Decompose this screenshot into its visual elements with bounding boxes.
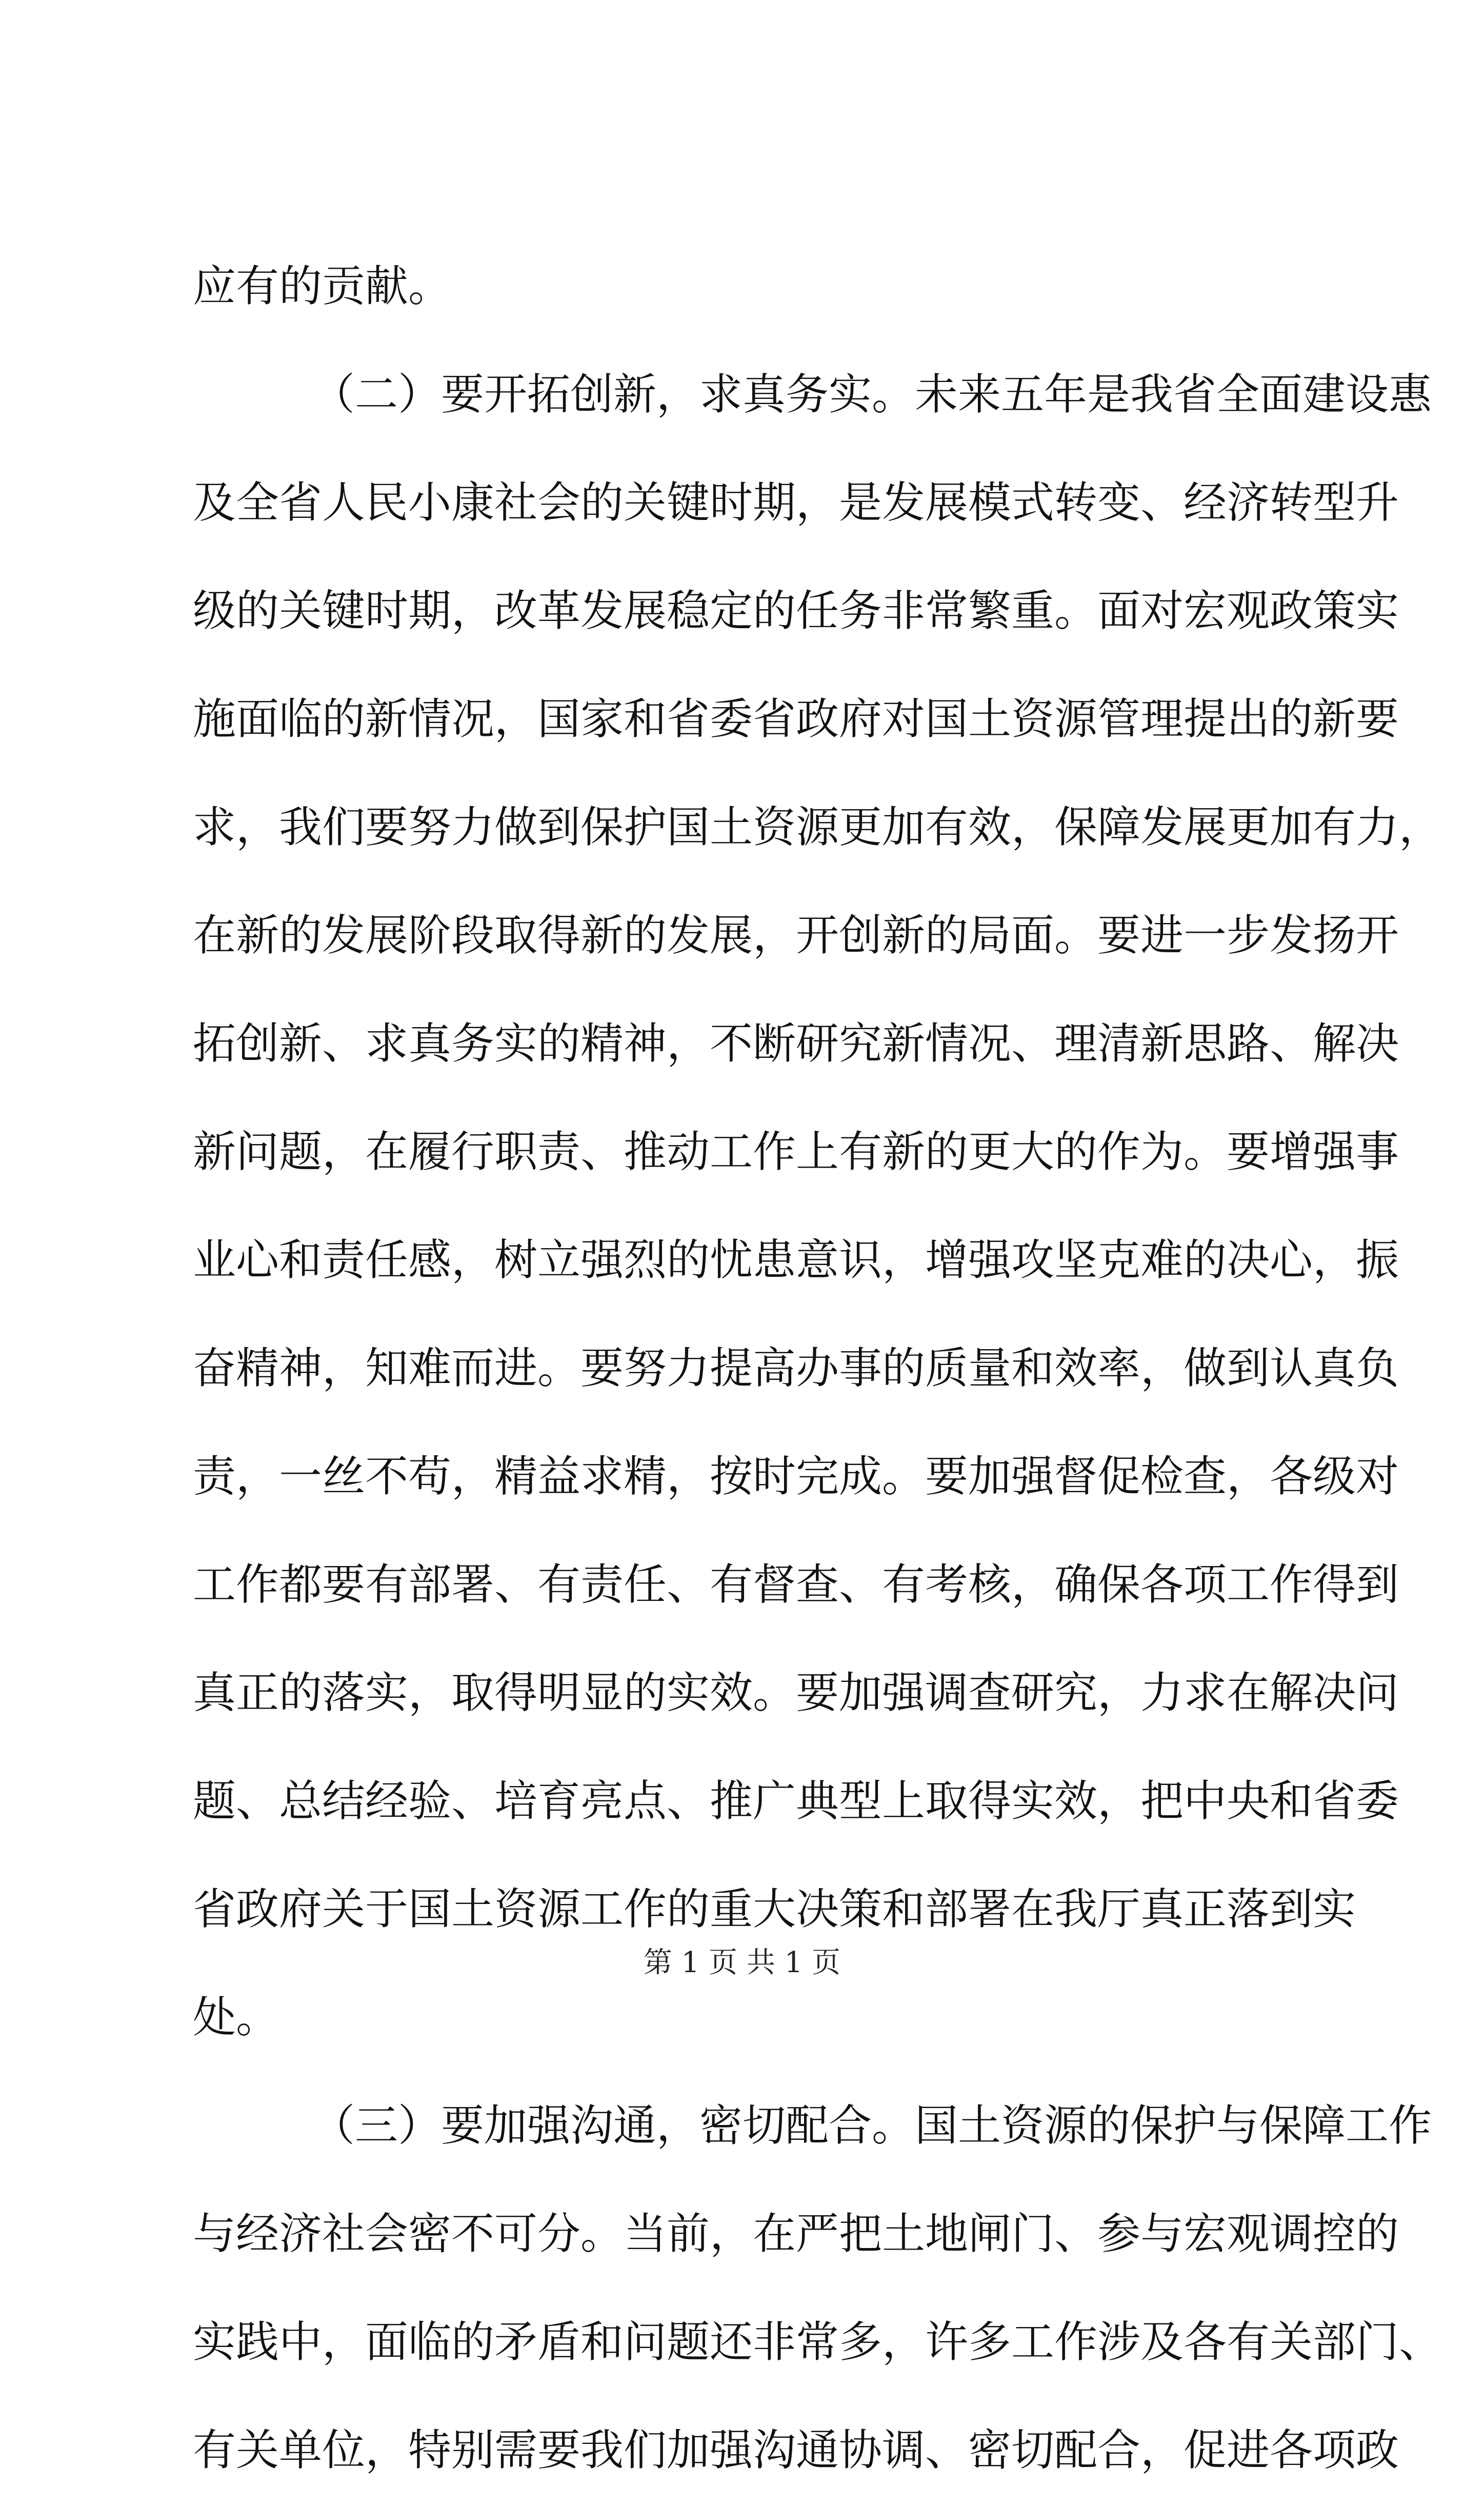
text-line: 实践中，面临的矛盾和问题还非常多，许多工作涉及各有关部门、 — [193, 2317, 1442, 2367]
text-line: 新问题，在履行职责、推动工作上有新的更大的作为。要增强事 — [193, 1127, 1399, 1177]
page-footer: 第 1 页 共 1 页 — [643, 1946, 841, 1979]
text-line: 在新的发展阶段取得新的发展，开创新的局面。要进一步发扬开 — [193, 910, 1399, 960]
text-line: 施面临的新情况，国家和省委省政府对国土资源管理提出的新要 — [193, 694, 1399, 744]
text-line: （二）要开拓创新，求真务实。未来五年是我省全面建设惠 — [312, 369, 1432, 419]
text-line: 真正的落实，取得明显的实效。要加强调查研究，力求在解决问 — [193, 1668, 1399, 1718]
text-line: 省政府关于国土资源工作的重大决策和部署在我厅真正落到实 — [193, 1884, 1356, 1934]
text-line: 应有的贡献。 — [193, 261, 452, 311]
text-line: 责，一丝不苟，精益求精，按时完成。要加强督促检查，各级对 — [193, 1451, 1399, 1501]
text-line: 有关单位，特别需要我们加强沟通协调、密切配合，促进各项政 — [193, 2425, 1399, 2475]
text-line: 题、总结经验、培育亮点、推广典型上取得实效，把中央和省委 — [193, 1776, 1399, 1826]
text-line: 级的关键时期，改革发展稳定的任务非常繁重。面对宏观政策实 — [193, 586, 1399, 636]
text-line: 及全省人民小康社会的关键时期，是发展模式转变、经济转型升 — [193, 477, 1399, 528]
text-line: 奋精神，知难而进。要努力提高办事的质量和效率，做到认真负 — [193, 1343, 1399, 1393]
document-body — [193, 235, 1442, 2507]
text-line: 与经济社会密不可分。当前，在严把土地闸门、参与宏观调控的 — [193, 2209, 1399, 2259]
text-line: 工作都要有部署、有责任、有督查、有考核，确保各项工作得到 — [193, 1559, 1399, 1610]
text-line: 业心和责任感，树立强烈的忧患意识，增强攻坚克难的决心，振 — [193, 1235, 1399, 1285]
text-line: 拓创新、求真务实的精神，不断研究新情况、理清新思路、解决 — [193, 1018, 1399, 1069]
text-line: 处。 — [193, 1992, 279, 2042]
text-line: 求，我们要努力做到保护国土资源更加有效，保障发展更加有力， — [193, 802, 1442, 852]
text-line: （三）要加强沟通，密切配合。国土资源的保护与保障工作 — [312, 2100, 1432, 2151]
